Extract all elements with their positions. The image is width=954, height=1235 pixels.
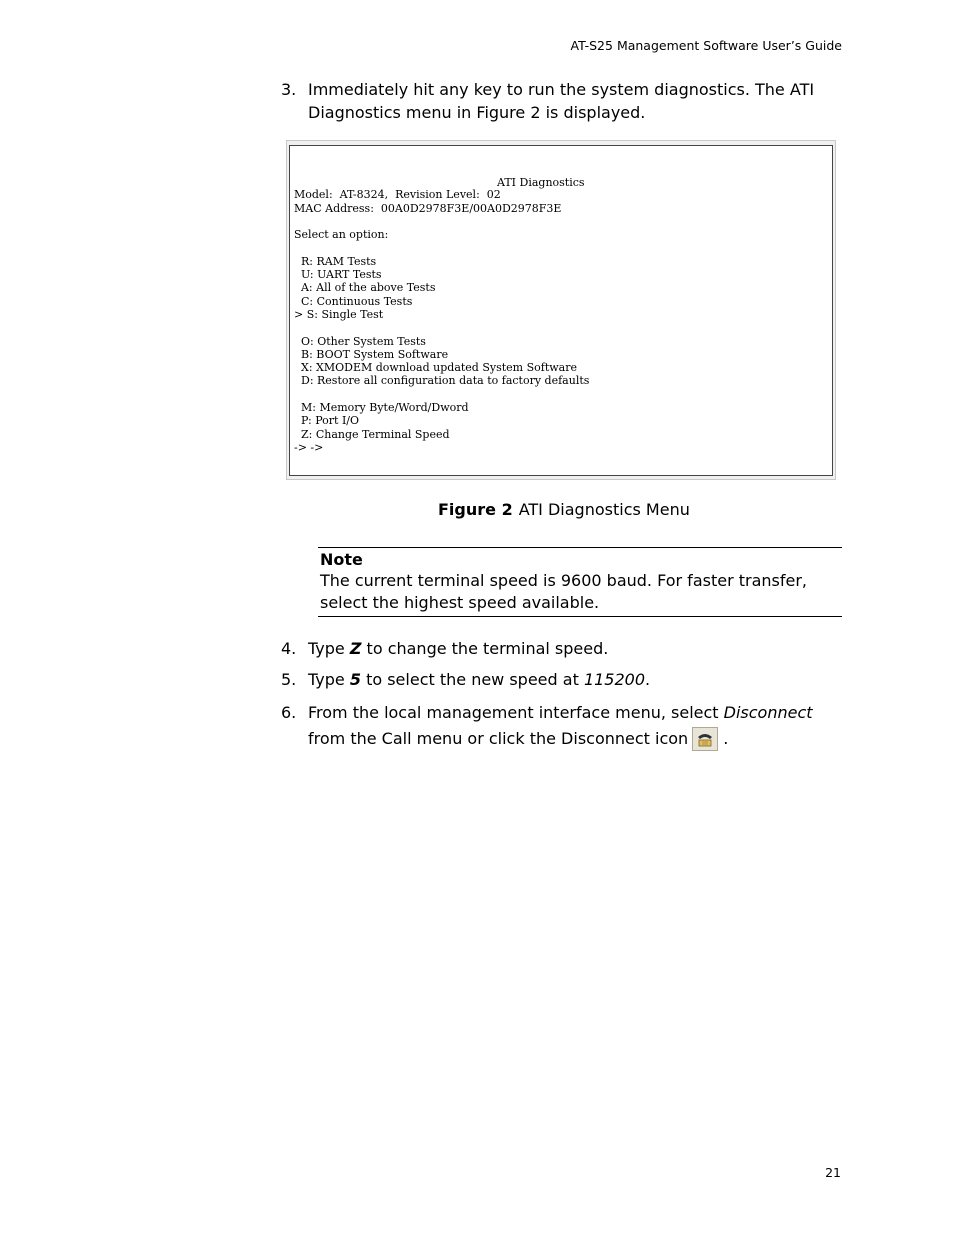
figure-caption [438,500,690,519]
step-text-post: . [645,670,651,689]
step-text-mid: to select the new speed at [360,670,584,689]
menu-item-disconnect: Disconnect [723,703,813,722]
terminal-window [289,145,833,476]
key-5: 5 [349,670,361,689]
step-text [308,668,843,691]
step-text-pre: From the local management interface menu, select [308,703,724,722]
step-text-post: to change the terminal speed. [361,639,609,658]
step-text-mid: from the Call menu or click the Disconnect icon [308,729,689,748]
step-number: 6. [281,703,297,722]
step-text [308,637,843,660]
figure-caption-text: ATI Diagnostics Menu [518,500,690,519]
step-number: 4. [281,639,297,658]
step-number: 5. [281,670,297,689]
step-text: Immediately hit any key to run the system diagnostics. The ATI Diagnostics menu in Figure 2 is displayed. [308,80,815,122]
step-text-pre: Type [308,639,350,658]
note-body: The current terminal speed is 9600 baud. For faster transfer, select the highest speed available. [320,571,808,612]
step-text-pre: Type [308,670,350,689]
page-number: 21 [825,1165,841,1180]
terminal-title: ATI Diagnostics [497,176,585,189]
running-header: AT-S25 Management Software User’s Guide [570,38,842,53]
step-text-post: . [723,729,729,748]
disconnect-phone-icon [692,727,718,751]
step-number: 3. [281,80,297,99]
speed-value: 115200 [583,670,646,689]
figure-label: Figure 2 [438,500,513,519]
terminal-output: Model: AT-8324, Revision Level: 02 MAC Address: 00A0D2978F3E/00A0D2978F3E Select an option: R: RAM Tests U: UART Tests A: All of the above Tests C: Continuous Tests > S: Single Test O: Other System Tests B: BOOT System Software X: XMODEM download updated System Software D: Restore all configuration data to factory defaults M: Memory Byte/Word/Dword P: Port I/O Z: Change Terminal Speed -> -> [294,188,590,454]
key-z: Z [349,639,362,658]
terminal-screenshot [286,140,836,480]
note-box [318,547,842,617]
step-text [308,700,843,752]
note-title: Note [320,550,363,569]
